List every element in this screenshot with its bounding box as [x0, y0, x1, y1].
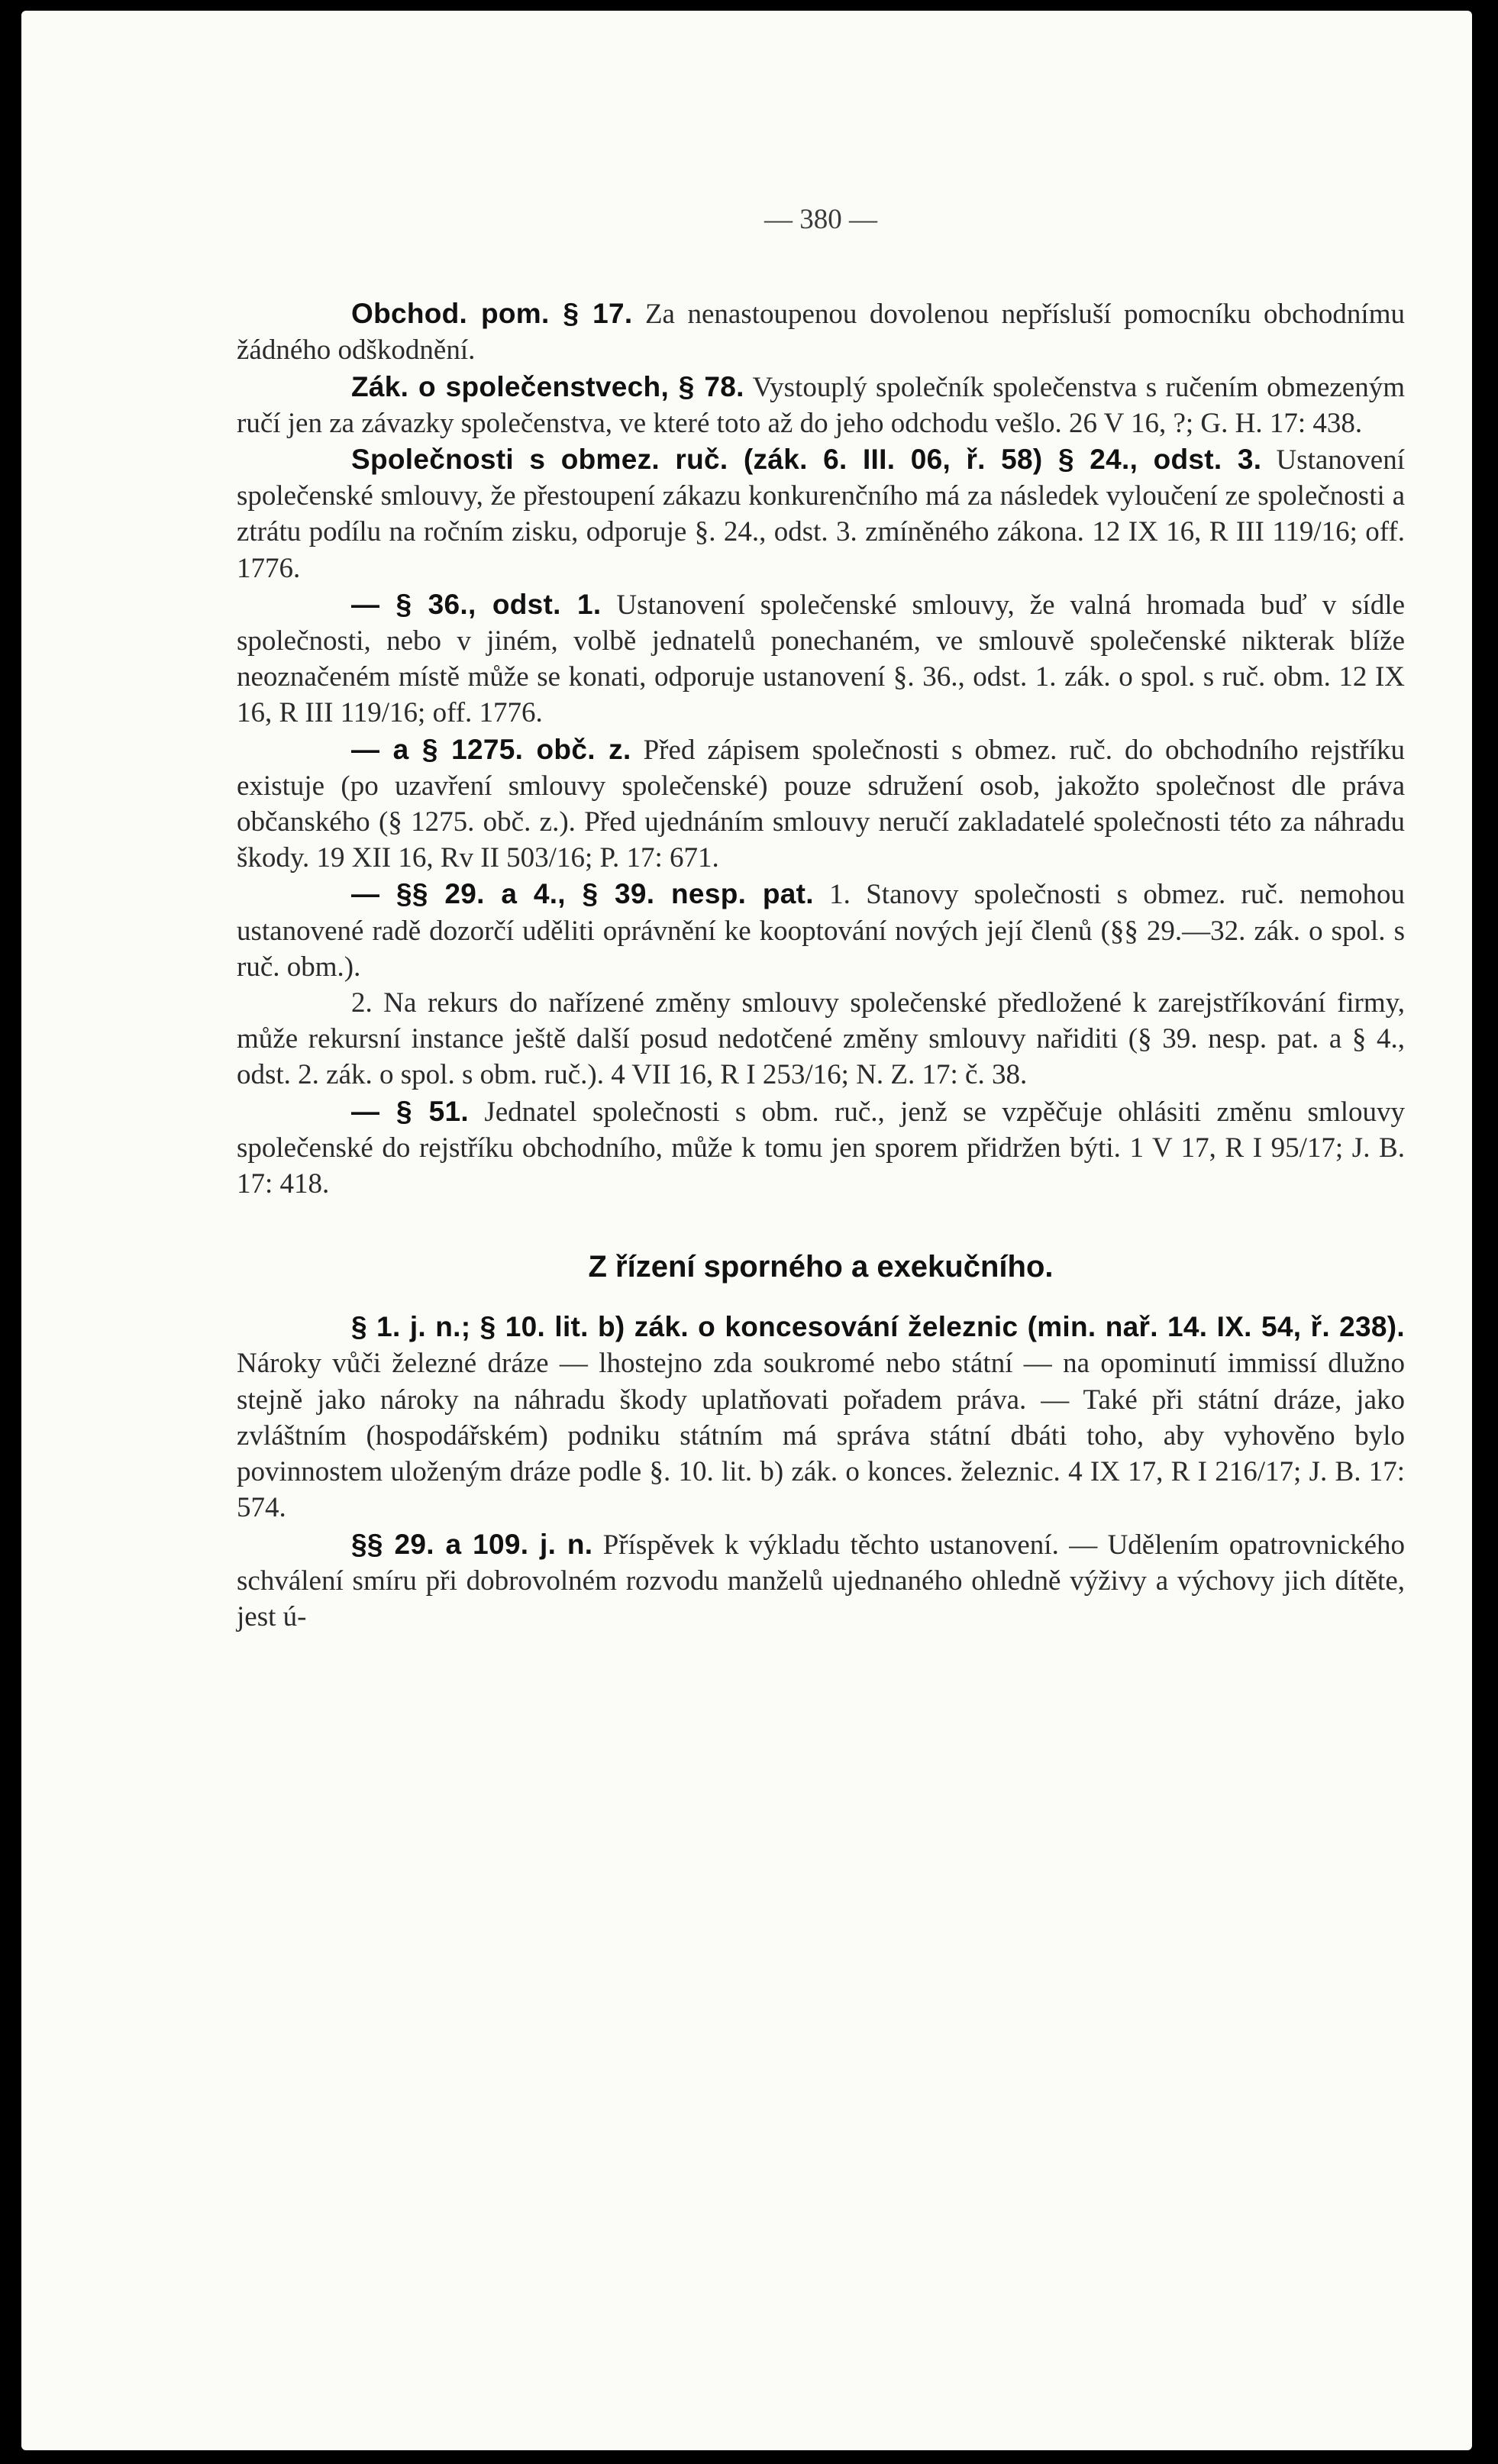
paragraph	[237, 876, 1405, 985]
paragraph-lead: — a § 1275. obč. z.	[351, 733, 631, 765]
section-heading: Z řízení sporného a exekučního.	[588, 1250, 1054, 1284]
scanned-page	[21, 11, 1472, 2450]
paragraph	[237, 1309, 1405, 1526]
paragraph	[237, 985, 1405, 1093]
paragraph-lead: — §§ 29. a 4., § 39. nesp. pat.	[351, 878, 814, 910]
paragraph-text: 2. Na rekurs do nařízené změny smlouvy společenské předložené k zarejstříkování firmy, může rekursní instance ještě další posud nedotčené změny smlouvy nařiditi (§ 39. nesp. pat. a § 4., odst. 2. zák. o spol. s obm. ruč.). 4 VII 16, R I 253/16; N. Z. 17: č. 38.	[237, 987, 1405, 1091]
page-text	[237, 202, 1405, 1635]
paragraph-text: Ustanovení společenské smlouvy, že valná hromada buď v sídle společnosti, nebo v jiném, volbě jednatelů ponechaném, ve smlouvě společenské nikterak blíže neoznačeném místě může se konati, odporuje ustanovení §. 36., odst. 1. zák. o spol. s ruč. obm. 12 IX 16, R III 119/16; off. 1776.	[237, 589, 1406, 729]
paragraph-text: 1. Stanovy společnosti s obmez. ruč. nemohou ustanovené radě dozorčí uděliti oprávnění ke kooptování nových její členů (§§ 29.—32. zák. o spol. s ruč. obm.).	[237, 879, 1406, 983]
paragraph-text: Jednatel společnosti s obm. ruč., jenž se vzpěčuje ohlásiti změnu smlouvy společenské do rejstříku obchodního, může k tomu jen sporem přidržen býti. 1 V 17, R I 95/17; J. B. 17: 418.	[237, 1096, 1405, 1200]
paragraph-text: Před zápisem společnosti s obmez. ruč. do obchodního rejstříku existuje (po uzavření smlouvy společenské) pouze sdružení osob, jakožto společnost dle práva občanského (§ 1275. obč. z.). Před ujednáním smlouvy neručí zakladatelé společnosti této za náhradu škody. 19 XII 16, Rv II 503/16; P. 17: 671.	[237, 734, 1406, 874]
paragraph-text: Příspěvek k výkladu těchto ustanovení. — Udělením opatrovnického schválení smíru při dobrovolném rozvodu manželů ujednaného ohledně výživy a výchovy jich dítěte, jest ú-	[237, 1529, 1405, 1632]
paragraph-text: Nároky vůči železné dráze — lhostejno zda soukromé nebo státní — na opominutí immissí dlužno stejně jako nároky na náhradu škody uplatňovati pořadem práva. — Také při státní dráze, jako zvláštním (hospodářském) podniku státním má správa státní dbáti toho, aby vyhověno bylo povinnostem uloženým dráze podle §. 10. lit. b) zák. o konces. železnic. 4 IX 17, R I 216/17; J. B. 17: 574.	[237, 1348, 1405, 1524]
paragraph-lead: Obchod. pom. § 17.	[351, 298, 633, 330]
paragraph-lead: Společnosti s obmez. ruč. (zák. 6. III. 06, ř. 58) § 24., odst. 3.	[351, 444, 1262, 476]
paragraph	[237, 586, 1405, 731]
paragraph	[237, 1526, 1405, 1636]
paragraph	[237, 1093, 1405, 1203]
paragraph	[237, 731, 1405, 877]
paragraph-text: Za nenastoupenou dovolenou nepřísluší pomocníku obchodnímu žádného odškodnění.	[237, 299, 1405, 367]
page-number: — 380 —	[764, 204, 877, 235]
paragraph-lead: § 1. j. n.; § 10. lit. b) zák. o koncesování železnic (min. nař. 14. IX. 54, ř. 238).	[351, 1311, 1405, 1343]
paragraph-lead: Zák. o společenstvech, § 78.	[351, 370, 744, 402]
paragraph-lead: — § 51.	[351, 1095, 469, 1127]
paragraph	[237, 295, 1405, 368]
paragraph	[237, 369, 1405, 441]
paragraph-lead: §§ 29. a 109. j. n.	[351, 1528, 593, 1560]
paragraph-text: Ustanovení společenské smlouvy, že přestoupení zákazu konkurenčního má za následek vyloučení ze společnosti a ztrátu podílu na ročním zisku, odporuje §. 24., odst. 3. zmíněného zákona. 12 IX 16, R III 119/16; off. 1776.	[237, 444, 1406, 584]
paragraph	[237, 441, 1405, 586]
paragraph-text: Vystouplý společník společenstva s ručením obmezeným ručí jen za závazky společenstva, ve které toto až do jeho odchodu vešlo. 26 V 16, ?; G. H. 17: 438.	[237, 371, 1405, 439]
paragraph-lead: — § 36., odst. 1.	[351, 588, 602, 620]
